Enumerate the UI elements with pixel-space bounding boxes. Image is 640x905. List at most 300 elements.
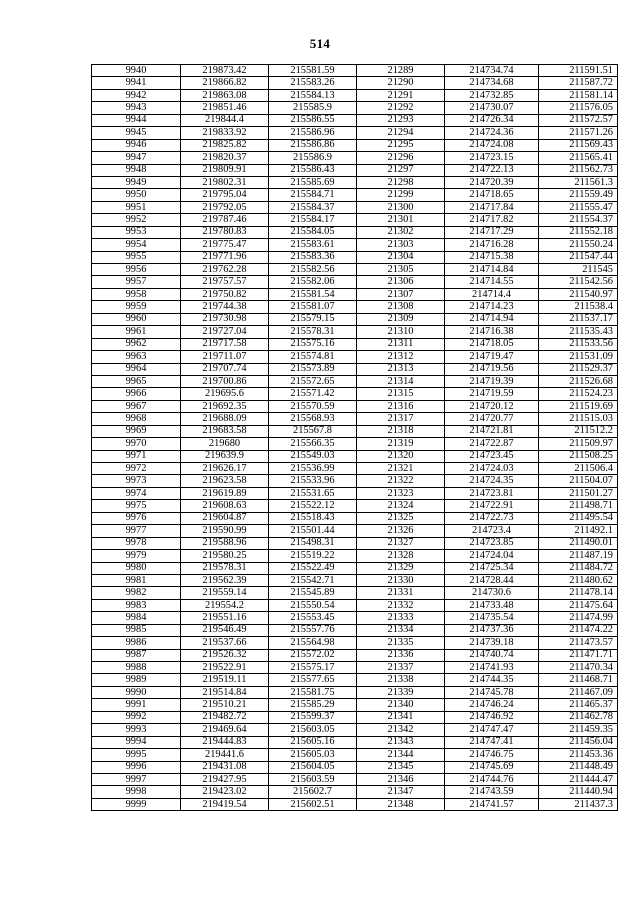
y-coordinate-b-cell: 211474.22	[539, 624, 618, 636]
x-coordinate-b-cell: 214746.75	[445, 749, 539, 761]
x-coordinate-a-cell: 219639.9	[181, 450, 269, 462]
y-coordinate-b-cell: 211552.18	[539, 226, 618, 238]
y-coordinate-a-cell: 215583.61	[269, 239, 357, 251]
x-coordinate-b-cell: 214745.69	[445, 761, 539, 773]
y-coordinate-b-cell: 211581.14	[539, 89, 618, 101]
x-coordinate-a-cell: 219590.99	[181, 525, 269, 537]
y-coordinate-a-cell: 215581.75	[269, 686, 357, 698]
point-number-b-cell: 21313	[357, 363, 445, 375]
point-number-a-cell: 9941	[92, 77, 181, 89]
x-coordinate-a-cell: 219809.91	[181, 164, 269, 176]
x-coordinate-b-cell: 214737.36	[445, 624, 539, 636]
point-number-b-cell: 21322	[357, 475, 445, 487]
point-number-b-cell: 21298	[357, 176, 445, 188]
table-row	[92, 164, 618, 176]
table-row	[92, 773, 618, 785]
x-coordinate-a-cell: 219833.92	[181, 127, 269, 139]
x-coordinate-b-cell: 214719.56	[445, 363, 539, 375]
y-coordinate-a-cell: 215584.05	[269, 226, 357, 238]
x-coordinate-b-cell: 214741.57	[445, 798, 539, 810]
point-number-b-cell: 21305	[357, 264, 445, 276]
x-coordinate-b-cell: 214744.76	[445, 773, 539, 785]
y-coordinate-a-cell: 215581.54	[269, 288, 357, 300]
x-coordinate-a-cell: 219562.39	[181, 574, 269, 586]
x-coordinate-a-cell: 219510.21	[181, 699, 269, 711]
table-row	[92, 176, 618, 188]
x-coordinate-b-cell: 214714.23	[445, 301, 539, 313]
point-number-b-cell: 21307	[357, 288, 445, 300]
point-number-b-cell: 21338	[357, 674, 445, 686]
x-coordinate-b-cell: 214746.92	[445, 711, 539, 723]
point-number-b-cell: 21292	[357, 102, 445, 114]
y-coordinate-b-cell: 211492.1	[539, 525, 618, 537]
y-coordinate-b-cell: 211440.94	[539, 786, 618, 798]
table-row	[92, 201, 618, 213]
x-coordinate-a-cell: 219419.54	[181, 798, 269, 810]
point-number-b-cell: 21312	[357, 351, 445, 363]
x-coordinate-a-cell: 219559.14	[181, 587, 269, 599]
point-number-a-cell: 9959	[92, 301, 181, 313]
table-row	[92, 264, 618, 276]
point-number-b-cell: 21294	[357, 127, 445, 139]
y-coordinate-a-cell: 215583.36	[269, 251, 357, 263]
y-coordinate-a-cell: 215586.9	[269, 152, 357, 164]
y-coordinate-b-cell: 211509.97	[539, 438, 618, 450]
point-number-b-cell: 21323	[357, 487, 445, 499]
x-coordinate-a-cell: 219692.35	[181, 400, 269, 412]
x-coordinate-b-cell: 214732.85	[445, 89, 539, 101]
table-row	[92, 724, 618, 736]
y-coordinate-b-cell: 211524.23	[539, 388, 618, 400]
y-coordinate-a-cell: 215578.31	[269, 326, 357, 338]
y-coordinate-a-cell: 215599.37	[269, 711, 357, 723]
y-coordinate-b-cell: 211529.37	[539, 363, 618, 375]
table-row	[92, 226, 618, 238]
y-coordinate-b-cell: 211504.07	[539, 475, 618, 487]
x-coordinate-b-cell: 214714.84	[445, 264, 539, 276]
coordinate-table-body	[92, 65, 618, 811]
x-coordinate-b-cell: 214724.04	[445, 550, 539, 562]
y-coordinate-b-cell: 211515.03	[539, 413, 618, 425]
table-row	[92, 338, 618, 350]
y-coordinate-b-cell: 211533.56	[539, 338, 618, 350]
point-number-b-cell: 21302	[357, 226, 445, 238]
point-number-b-cell: 21320	[357, 450, 445, 462]
point-number-b-cell: 21321	[357, 463, 445, 475]
point-number-a-cell: 9945	[92, 127, 181, 139]
x-coordinate-a-cell: 219626.17	[181, 463, 269, 475]
x-coordinate-b-cell: 214719.59	[445, 388, 539, 400]
point-number-b-cell: 21303	[357, 239, 445, 251]
table-row	[92, 612, 618, 624]
x-coordinate-b-cell: 214717.82	[445, 214, 539, 226]
point-number-b-cell: 21337	[357, 662, 445, 674]
point-number-a-cell: 9976	[92, 512, 181, 524]
point-number-b-cell: 21340	[357, 699, 445, 711]
y-coordinate-a-cell: 215572.02	[269, 649, 357, 661]
y-coordinate-a-cell: 215584.17	[269, 214, 357, 226]
point-number-a-cell: 9993	[92, 724, 181, 736]
table-row	[92, 114, 618, 126]
y-coordinate-a-cell: 215549.03	[269, 450, 357, 462]
x-coordinate-a-cell: 219683.58	[181, 425, 269, 437]
x-coordinate-b-cell: 214716.38	[445, 326, 539, 338]
point-number-a-cell: 9980	[92, 562, 181, 574]
y-coordinate-b-cell: 211480.62	[539, 574, 618, 586]
x-coordinate-b-cell: 214723.4	[445, 525, 539, 537]
point-number-a-cell: 9973	[92, 475, 181, 487]
x-coordinate-b-cell: 214720.77	[445, 413, 539, 425]
point-number-b-cell: 21297	[357, 164, 445, 176]
x-coordinate-b-cell: 214714.55	[445, 276, 539, 288]
table-row	[92, 89, 618, 101]
point-number-a-cell: 9985	[92, 624, 181, 636]
x-coordinate-b-cell: 214724.03	[445, 463, 539, 475]
point-number-a-cell: 9967	[92, 400, 181, 412]
table-row	[92, 699, 618, 711]
x-coordinate-b-cell: 214724.08	[445, 139, 539, 151]
page-number: 514	[309, 36, 331, 51]
y-coordinate-a-cell: 215604.05	[269, 761, 357, 773]
point-number-a-cell: 9975	[92, 500, 181, 512]
point-number-a-cell: 9943	[92, 102, 181, 114]
x-coordinate-b-cell: 214728.44	[445, 574, 539, 586]
table-row	[92, 65, 618, 77]
point-number-a-cell: 9948	[92, 164, 181, 176]
table-row	[92, 438, 618, 450]
point-number-a-cell: 9953	[92, 226, 181, 238]
y-coordinate-b-cell: 211547.44	[539, 251, 618, 263]
y-coordinate-b-cell: 211540.97	[539, 288, 618, 300]
point-number-a-cell: 9978	[92, 537, 181, 549]
x-coordinate-b-cell: 214715.38	[445, 251, 539, 263]
x-coordinate-b-cell: 214746.24	[445, 699, 539, 711]
point-number-a-cell: 9992	[92, 711, 181, 723]
y-coordinate-b-cell: 211565.41	[539, 152, 618, 164]
y-coordinate-b-cell: 211453.36	[539, 749, 618, 761]
table-row	[92, 711, 618, 723]
y-coordinate-a-cell: 215602.7	[269, 786, 357, 798]
table-row	[92, 550, 618, 562]
y-coordinate-a-cell: 215605.03	[269, 749, 357, 761]
x-coordinate-a-cell: 219441.6	[181, 749, 269, 761]
x-coordinate-b-cell: 214743.59	[445, 786, 539, 798]
point-number-a-cell: 9966	[92, 388, 181, 400]
point-number-b-cell: 21341	[357, 711, 445, 723]
y-coordinate-a-cell: 215582.56	[269, 264, 357, 276]
point-number-a-cell: 9995	[92, 749, 181, 761]
point-number-a-cell: 9956	[92, 264, 181, 276]
x-coordinate-a-cell: 219780.83	[181, 226, 269, 238]
y-coordinate-b-cell: 211535.43	[539, 326, 618, 338]
x-coordinate-a-cell: 219537.66	[181, 637, 269, 649]
table-row	[92, 425, 618, 437]
y-coordinate-b-cell: 211478.14	[539, 587, 618, 599]
x-coordinate-b-cell: 214716.28	[445, 239, 539, 251]
x-coordinate-a-cell: 219762.28	[181, 264, 269, 276]
y-coordinate-a-cell: 215582.06	[269, 276, 357, 288]
y-coordinate-a-cell: 215581.07	[269, 301, 357, 313]
x-coordinate-b-cell: 214735.54	[445, 612, 539, 624]
point-number-a-cell: 9952	[92, 214, 181, 226]
point-number-b-cell: 21319	[357, 438, 445, 450]
x-coordinate-b-cell: 214730.6	[445, 587, 539, 599]
table-row	[92, 313, 618, 325]
y-coordinate-a-cell: 215567.8	[269, 425, 357, 437]
y-coordinate-a-cell: 215570.59	[269, 400, 357, 412]
y-coordinate-b-cell: 211531.09	[539, 351, 618, 363]
table-row	[92, 736, 618, 748]
point-number-b-cell: 21291	[357, 89, 445, 101]
table-row	[92, 400, 618, 412]
point-number-b-cell: 21333	[357, 612, 445, 624]
point-number-b-cell: 21327	[357, 537, 445, 549]
point-number-a-cell: 9999	[92, 798, 181, 810]
y-coordinate-a-cell: 215586.43	[269, 164, 357, 176]
point-number-b-cell: 21330	[357, 574, 445, 586]
x-coordinate-a-cell: 219580.25	[181, 550, 269, 562]
point-number-a-cell: 9994	[92, 736, 181, 748]
x-coordinate-a-cell: 219744.38	[181, 301, 269, 313]
point-number-a-cell: 9942	[92, 89, 181, 101]
y-coordinate-b-cell: 211495.54	[539, 512, 618, 524]
x-coordinate-a-cell: 219519.11	[181, 674, 269, 686]
y-coordinate-a-cell: 215571.42	[269, 388, 357, 400]
point-number-a-cell: 9986	[92, 637, 181, 649]
point-number-a-cell: 9958	[92, 288, 181, 300]
y-coordinate-a-cell: 215602.51	[269, 798, 357, 810]
table-row	[92, 624, 618, 636]
y-coordinate-a-cell: 215575.16	[269, 338, 357, 350]
point-number-a-cell: 9955	[92, 251, 181, 263]
y-coordinate-b-cell: 211508.25	[539, 450, 618, 462]
table-row	[92, 139, 618, 151]
table-row	[92, 686, 618, 698]
x-coordinate-a-cell: 219578.31	[181, 562, 269, 574]
x-coordinate-b-cell: 214723.81	[445, 487, 539, 499]
point-number-b-cell: 21336	[357, 649, 445, 661]
y-coordinate-b-cell: 211444.47	[539, 773, 618, 785]
x-coordinate-b-cell: 214722.73	[445, 512, 539, 524]
point-number-b-cell: 21310	[357, 326, 445, 338]
table-row	[92, 276, 618, 288]
point-number-a-cell: 9988	[92, 662, 181, 674]
y-coordinate-b-cell: 211512.2	[539, 425, 618, 437]
x-coordinate-a-cell: 219427.95	[181, 773, 269, 785]
x-coordinate-a-cell: 219608.63	[181, 500, 269, 512]
table-row	[92, 761, 618, 773]
x-coordinate-b-cell: 214730.07	[445, 102, 539, 114]
table-row	[92, 562, 618, 574]
point-number-b-cell: 21343	[357, 736, 445, 748]
x-coordinate-a-cell: 219757.57	[181, 276, 269, 288]
x-coordinate-b-cell: 214740.74	[445, 649, 539, 661]
y-coordinate-a-cell: 215501.44	[269, 525, 357, 537]
table-row	[92, 649, 618, 661]
y-coordinate-b-cell: 211498.71	[539, 500, 618, 512]
point-number-a-cell: 9962	[92, 338, 181, 350]
point-number-b-cell: 21289	[357, 65, 445, 77]
point-number-a-cell: 9964	[92, 363, 181, 375]
y-coordinate-b-cell: 211448.49	[539, 761, 618, 773]
y-coordinate-a-cell: 215522.12	[269, 500, 357, 512]
x-coordinate-b-cell: 214720.12	[445, 400, 539, 412]
table-row	[92, 450, 618, 462]
y-coordinate-b-cell: 211550.24	[539, 239, 618, 251]
point-number-a-cell: 9989	[92, 674, 181, 686]
y-coordinate-b-cell: 211526.68	[539, 375, 618, 387]
table-row	[92, 674, 618, 686]
x-coordinate-b-cell: 214714.94	[445, 313, 539, 325]
x-coordinate-b-cell: 214723.45	[445, 450, 539, 462]
x-coordinate-b-cell: 214723.85	[445, 537, 539, 549]
table-row	[92, 251, 618, 263]
point-number-a-cell: 9970	[92, 438, 181, 450]
y-coordinate-a-cell: 215553.45	[269, 612, 357, 624]
y-coordinate-a-cell: 215584.71	[269, 189, 357, 201]
point-number-a-cell: 9977	[92, 525, 181, 537]
point-number-a-cell: 9965	[92, 375, 181, 387]
table-row	[92, 326, 618, 338]
y-coordinate-b-cell: 211465.37	[539, 699, 618, 711]
y-coordinate-b-cell: 211554.37	[539, 214, 618, 226]
y-coordinate-a-cell: 215519.22	[269, 550, 357, 562]
y-coordinate-a-cell: 215542.71	[269, 574, 357, 586]
point-number-b-cell: 21342	[357, 724, 445, 736]
point-number-b-cell: 21346	[357, 773, 445, 785]
x-coordinate-a-cell: 219802.31	[181, 176, 269, 188]
y-coordinate-b-cell: 211471.71	[539, 649, 618, 661]
point-number-a-cell: 9974	[92, 487, 181, 499]
x-coordinate-a-cell: 219423.02	[181, 786, 269, 798]
point-number-a-cell: 9940	[92, 65, 181, 77]
y-coordinate-a-cell: 215586.55	[269, 114, 357, 126]
point-number-b-cell: 21311	[357, 338, 445, 350]
y-coordinate-b-cell: 211542.56	[539, 276, 618, 288]
table-row	[92, 525, 618, 537]
point-number-b-cell: 21300	[357, 201, 445, 213]
y-coordinate-b-cell: 211501.27	[539, 487, 618, 499]
point-number-a-cell: 9983	[92, 599, 181, 611]
y-coordinate-b-cell: 211490.01	[539, 537, 618, 549]
y-coordinate-a-cell: 215557.76	[269, 624, 357, 636]
y-coordinate-b-cell: 211470.34	[539, 662, 618, 674]
point-number-a-cell: 9984	[92, 612, 181, 624]
table-row	[92, 127, 618, 139]
y-coordinate-a-cell: 215585.69	[269, 176, 357, 188]
point-number-b-cell: 21295	[357, 139, 445, 151]
x-coordinate-b-cell: 214739.18	[445, 637, 539, 649]
x-coordinate-b-cell: 214719.47	[445, 351, 539, 363]
x-coordinate-b-cell: 214722.13	[445, 164, 539, 176]
point-number-b-cell: 21318	[357, 425, 445, 437]
x-coordinate-b-cell: 214744.35	[445, 674, 539, 686]
x-coordinate-b-cell: 214741.93	[445, 662, 539, 674]
x-coordinate-a-cell: 219680	[181, 438, 269, 450]
point-number-a-cell: 9960	[92, 313, 181, 325]
y-coordinate-b-cell: 211519.69	[539, 400, 618, 412]
x-coordinate-a-cell: 219750.82	[181, 288, 269, 300]
y-coordinate-a-cell: 215531.65	[269, 487, 357, 499]
y-coordinate-b-cell: 211591.51	[539, 65, 618, 77]
point-number-a-cell: 9947	[92, 152, 181, 164]
y-coordinate-b-cell: 211569.43	[539, 139, 618, 151]
y-coordinate-b-cell: 211484.72	[539, 562, 618, 574]
y-coordinate-b-cell: 211562.73	[539, 164, 618, 176]
x-coordinate-a-cell: 219775.47	[181, 239, 269, 251]
x-coordinate-b-cell: 214747.41	[445, 736, 539, 748]
x-coordinate-a-cell: 219522.91	[181, 662, 269, 674]
y-coordinate-b-cell: 211559.49	[539, 189, 618, 201]
point-number-b-cell: 21306	[357, 276, 445, 288]
y-coordinate-a-cell: 215584.13	[269, 89, 357, 101]
point-number-a-cell: 9946	[92, 139, 181, 151]
x-coordinate-a-cell: 219707.74	[181, 363, 269, 375]
x-coordinate-a-cell: 219695.6	[181, 388, 269, 400]
table-row	[92, 77, 618, 89]
y-coordinate-a-cell: 215577.65	[269, 674, 357, 686]
y-coordinate-a-cell: 215536.99	[269, 463, 357, 475]
x-coordinate-b-cell: 214733.48	[445, 599, 539, 611]
point-number-a-cell: 9954	[92, 239, 181, 251]
x-coordinate-b-cell: 214722.91	[445, 500, 539, 512]
table-row	[92, 512, 618, 524]
point-number-a-cell: 9944	[92, 114, 181, 126]
x-coordinate-a-cell: 219469.64	[181, 724, 269, 736]
x-coordinate-a-cell: 219514.84	[181, 686, 269, 698]
x-coordinate-b-cell: 214745.78	[445, 686, 539, 698]
table-row	[92, 587, 618, 599]
y-coordinate-b-cell: 211572.57	[539, 114, 618, 126]
point-number-a-cell: 9987	[92, 649, 181, 661]
point-number-a-cell: 9968	[92, 413, 181, 425]
y-coordinate-a-cell: 215572.65	[269, 375, 357, 387]
x-coordinate-b-cell: 214722.87	[445, 438, 539, 450]
x-coordinate-a-cell: 219820.37	[181, 152, 269, 164]
x-coordinate-b-cell: 214725.34	[445, 562, 539, 574]
point-number-b-cell: 21293	[357, 114, 445, 126]
x-coordinate-a-cell: 219787.46	[181, 214, 269, 226]
x-coordinate-a-cell: 219619.89	[181, 487, 269, 499]
point-number-a-cell: 9969	[92, 425, 181, 437]
point-number-a-cell: 9996	[92, 761, 181, 773]
point-number-b-cell: 21304	[357, 251, 445, 263]
x-coordinate-a-cell: 219554.2	[181, 599, 269, 611]
point-number-a-cell: 9979	[92, 550, 181, 562]
x-coordinate-a-cell: 219444.83	[181, 736, 269, 748]
point-number-b-cell: 21347	[357, 786, 445, 798]
y-coordinate-a-cell: 215564.98	[269, 637, 357, 649]
point-number-b-cell: 21334	[357, 624, 445, 636]
y-coordinate-a-cell: 215581.59	[269, 65, 357, 77]
y-coordinate-b-cell: 211474.99	[539, 612, 618, 624]
x-coordinate-a-cell: 219551.16	[181, 612, 269, 624]
point-number-b-cell: 21308	[357, 301, 445, 313]
point-number-a-cell: 9972	[92, 463, 181, 475]
y-coordinate-b-cell: 211506.4	[539, 463, 618, 475]
point-number-b-cell: 21324	[357, 500, 445, 512]
x-coordinate-a-cell: 219851.46	[181, 102, 269, 114]
table-row	[92, 786, 618, 798]
point-number-b-cell: 21309	[357, 313, 445, 325]
x-coordinate-a-cell: 219688.09	[181, 413, 269, 425]
y-coordinate-a-cell: 215605.16	[269, 736, 357, 748]
y-coordinate-b-cell: 211545	[539, 264, 618, 276]
y-coordinate-b-cell: 211571.26	[539, 127, 618, 139]
x-coordinate-b-cell: 214724.36	[445, 127, 539, 139]
y-coordinate-b-cell: 211473.57	[539, 637, 618, 649]
x-coordinate-a-cell: 219711.07	[181, 351, 269, 363]
